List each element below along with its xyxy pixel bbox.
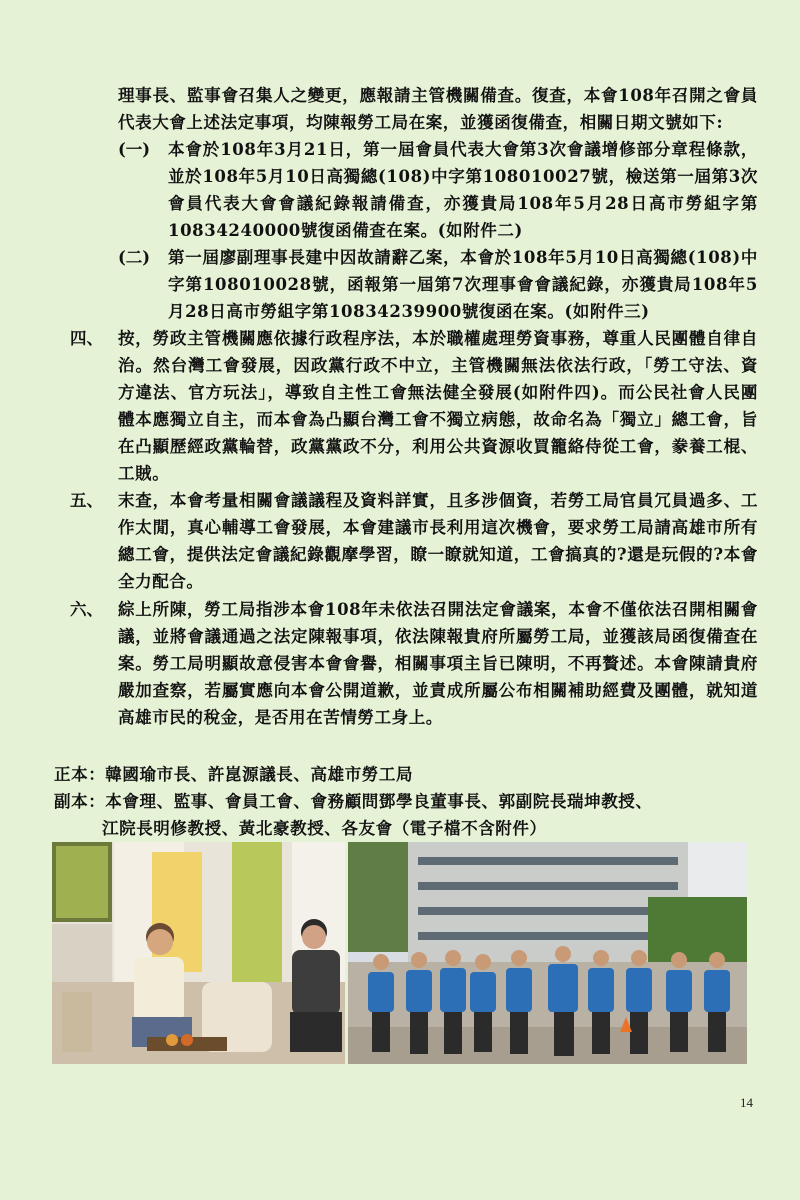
section-5-text: 末查，本會考量相關會議議程及資料詳實，且多涉個資，若勞工局官員冗員過多、工作太閒，真心輔導工會發展，本會建議市長利用這次機會，要求勞工局請高雄市所有總工會，提供法定會議紀錄觀摩學習，瞭一瞭就知道，工會搞真的?還是玩假的?本會全力配合。 [118, 491, 758, 591]
meeting-photo [52, 842, 345, 1064]
item-1-text: 本會於108年3月21日，第一屆會員代表大會第3次會議增修部分章程條款，並於108年5月10日高獨總(108)中字第108010027號，檢送第一屆第3次會員代表大會會議紀錄報請備查，亦獲貴局108年5月28日高市勞組字第10834240000號復函備查在案。(如附件二) [168, 140, 758, 240]
section-4-label: 四、 [70, 329, 103, 348]
item-1-label: (一) [118, 140, 151, 159]
cc-recipients-line1: 副本：本會理、監事、會員工會、會務顧問鄧學良董事長、郭副院長瑞坤教授、 [54, 792, 653, 811]
page-number: 14 [740, 1095, 753, 1110]
group-photo [348, 842, 747, 1064]
main-recipients: 正本：韓國瑜市長、許崑源議長、高雄市勞工局 [54, 765, 414, 784]
section-4-text: 按，勞政主管機關應依據行政程序法，本於職權處理勞資事務，尊重人民團體自律自治。然台灣工會發展，因政黨行政不中立，主管機關無法依法行政，「勞工守法、資方違法、官方玩法」，導致自主性工會無法健全發展(如附件四)。而公民社會人民團體本應獨立自主，而本會為凸顯台灣工會不獨立病態，故命名為「獨立」總工會，旨在凸顯歷經政黨輪替，政黨黨政不分，利用公共資源收買籠絡侍從工會，豢養工棍、工賊。 [118, 329, 758, 483]
section-6-label: 六、 [70, 600, 103, 619]
cc-recipients-line2: 江院長明修教授、黃北豪教授、各友會（電子檔不含附件） [102, 819, 547, 838]
item-2-label: (二) [118, 248, 151, 267]
intro-paragraph: 理事長、監事會召集人之變更，應報請主管機關備查。復查，本會108年召開之會員代表大會上述法定事項，均陳報勞工局在案，並獲函復備查，相關日期文號如下: [118, 86, 758, 132]
section-5-label: 五、 [70, 491, 103, 510]
section-6-text: 綜上所陳，勞工局指涉本會108年未依法召開法定會議案，本會不僅依法召開相關會議，並將會議通過之法定陳報事項，依法陳報貴府所屬勞工局，並獲該局函復備查在案。勞工局明顯故意侵害本會會譽，相關事項主旨已陳明，不再贅述。本會陳請貴府嚴加查察，若屬實應向本會公開道歉，並責成所屬公布相關補助經費及團體，就知道高雄市民的稅金，是否用在苦情勞工身上。 [118, 600, 758, 727]
item-2-text: 第一屆廖副理事長建中因故請辭乙案，本會於108年5月10日高獨總(108)中字第108010028號，函報第一屆第7次理事會會議紀錄，亦獲貴局108年5月28日高市勞組字第10834239900號復函在案。(如附件三) [168, 248, 758, 321]
